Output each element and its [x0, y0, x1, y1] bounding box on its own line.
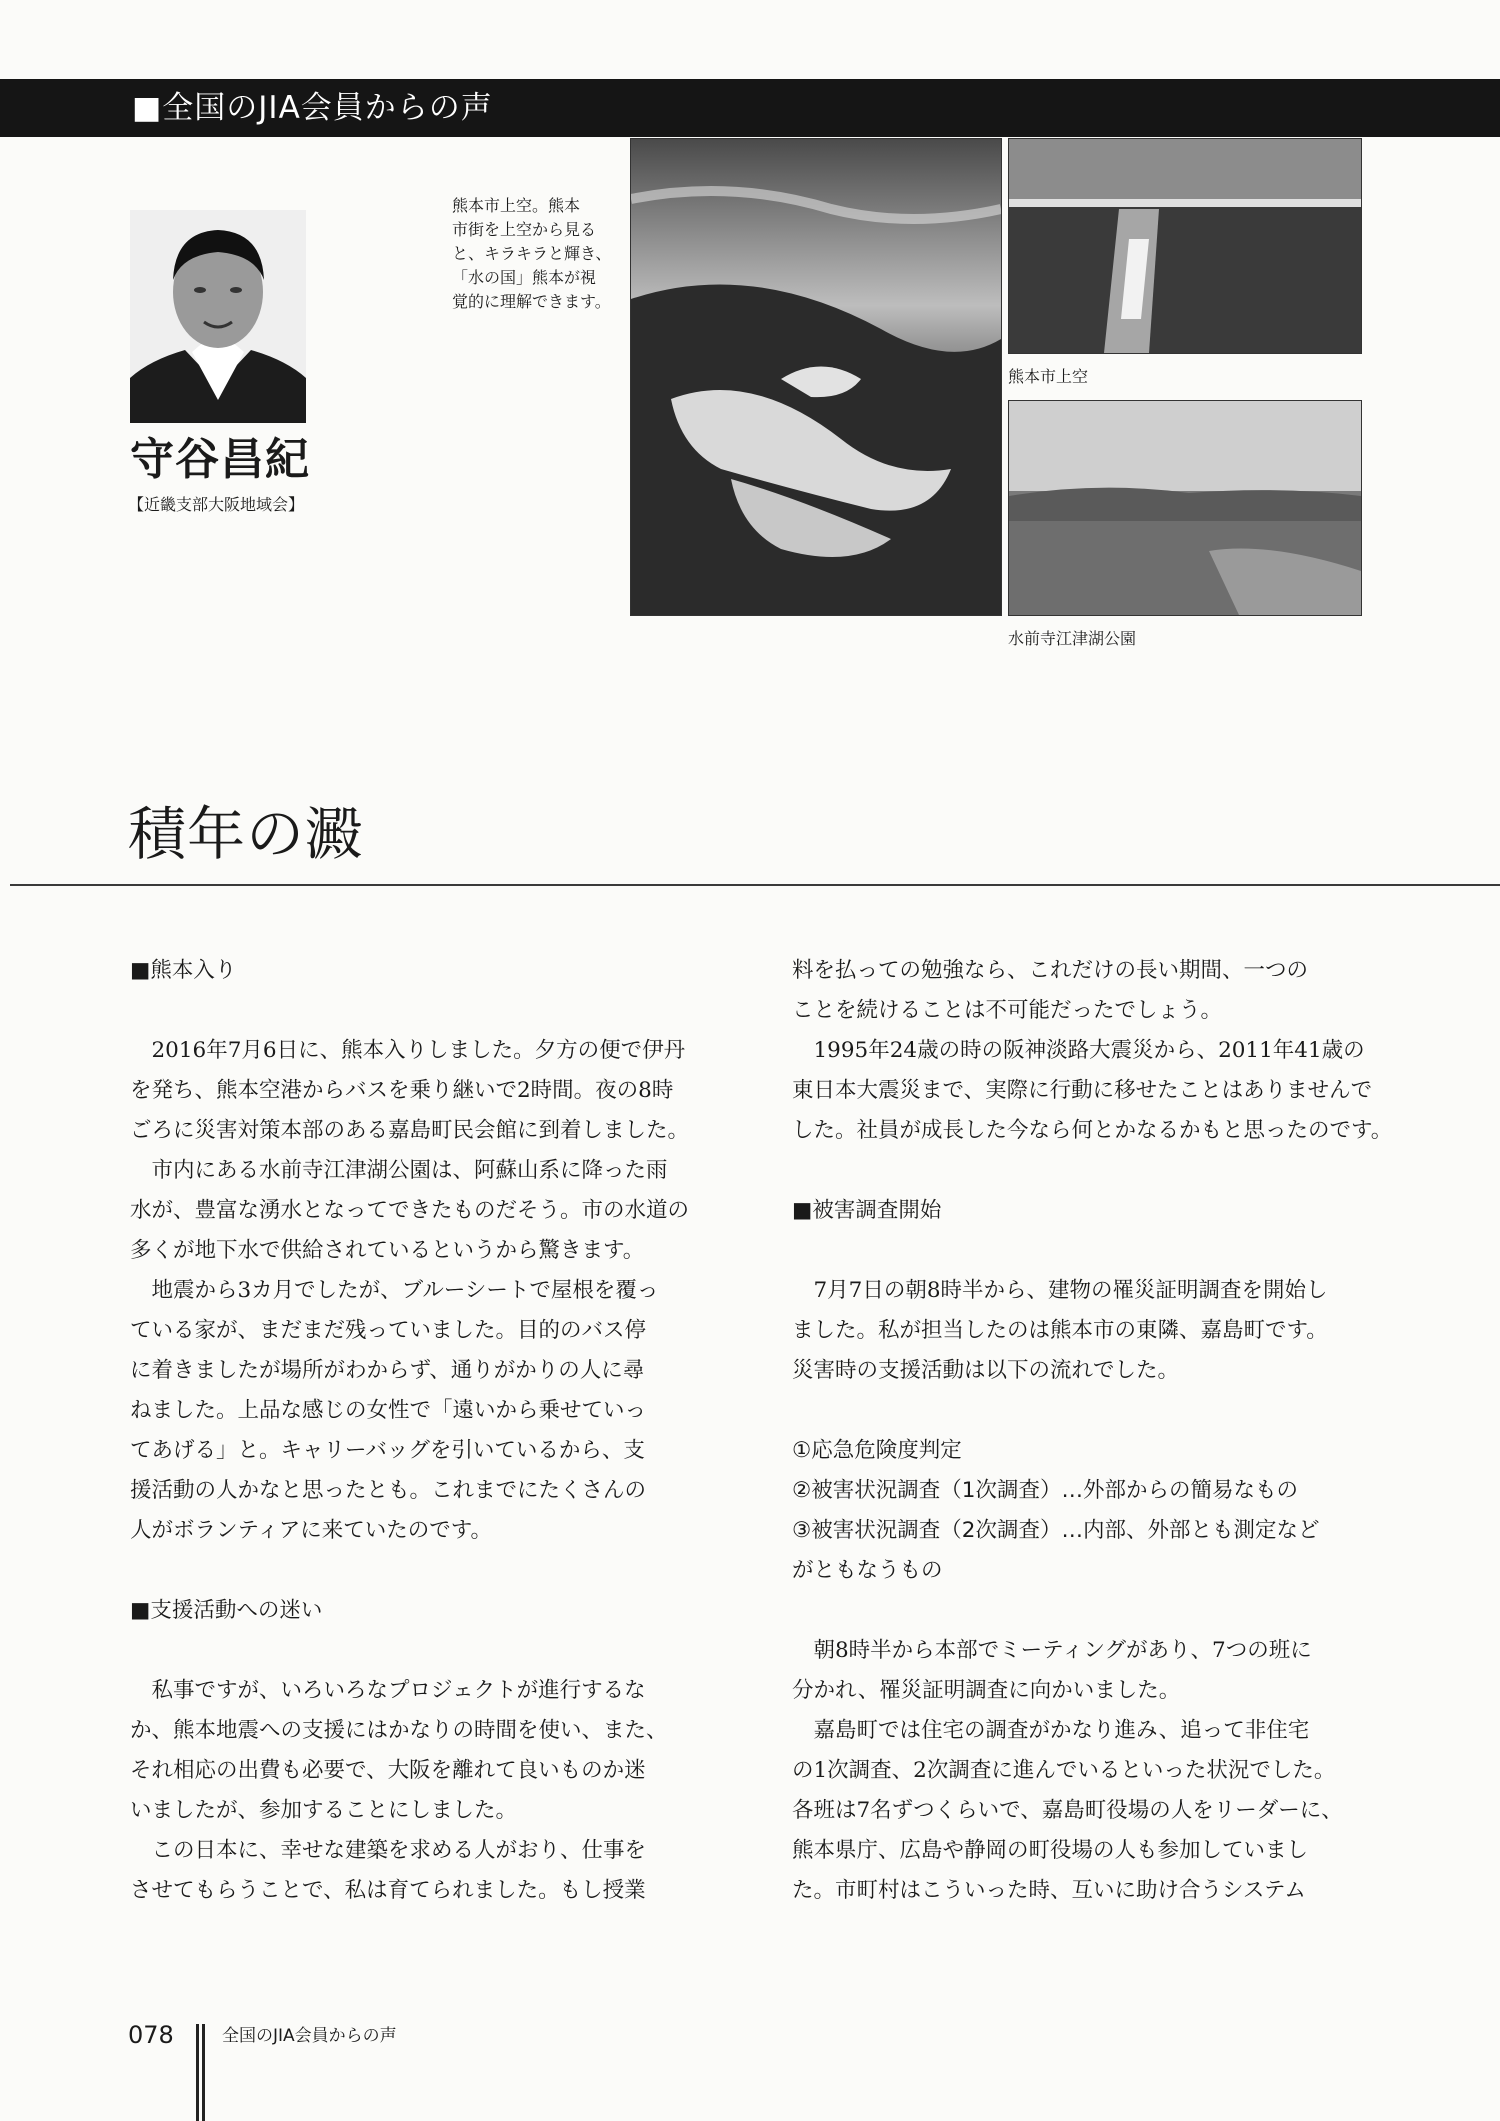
- list-item: がともなうもの: [792, 1558, 943, 1583]
- paragraph-gap: [792, 1151, 1392, 1191]
- paragraph-gap: [130, 991, 720, 1031]
- footer-divider: [196, 2024, 199, 2121]
- aerial-photo-kumamoto: [1008, 138, 1362, 354]
- body-text-line: てあげる」と。キャリーバッグを引いているから、支: [130, 1438, 645, 1463]
- list-item: ②被害状況調査（1次調査）…外部からの簡易なもの: [792, 1478, 1298, 1503]
- paragraph-gap: [792, 1591, 1392, 1631]
- caption-line: 覚的に理解できます。: [452, 292, 611, 311]
- footer-section-title: 全国のJIA会員からの声: [222, 2026, 397, 2046]
- body-text-line: 市内にある水前寺江津湖公園は、阿蘇山系に降った雨: [130, 1158, 668, 1183]
- title-divider: [10, 884, 1500, 886]
- paragraph-gap: [130, 1631, 720, 1671]
- body-text-line: 嘉島町では住宅の調査がかなり進み、追って非住宅: [792, 1718, 1310, 1743]
- body-column-right: [792, 951, 1392, 1911]
- page-number: 078: [128, 2021, 174, 2049]
- paragraph-gap: [130, 1551, 720, 1591]
- body-text-line: ねました。上品な感じの女性で「遠いから乗せていっ: [130, 1398, 647, 1423]
- paragraph-gap: [792, 1391, 1392, 1431]
- body-text-line: 水が、豊富な湧水となってできたものだそう。市の水道の: [130, 1198, 690, 1223]
- photo-label-kumamoto: 熊本市上空: [1008, 367, 1089, 386]
- aerial-photo-park: [1008, 400, 1362, 616]
- section-heading: ■支援活動への迷い: [130, 1598, 323, 1623]
- body-text-line: 朝8時半から本部でミーティングがあり、7つの班に: [792, 1638, 1312, 1663]
- section-header-title: ■全国のJIA会員からの声: [132, 90, 493, 126]
- body-text-line: ました。私が担当したのは熊本市の東隣、嘉島町です。: [792, 1318, 1328, 1343]
- body-text-line: 各班は7名ずつくらいで、嘉島町役場の人をリーダーに、: [792, 1798, 1343, 1823]
- aerial-photo-large: [630, 138, 1002, 616]
- list-item: ①応急危険度判定: [792, 1438, 962, 1463]
- body-text-line: の1次調査、2次調査に進んでいるといった状況でした。: [792, 1758, 1336, 1783]
- body-text-line: 私事ですが、いろいろなプロジェクトが進行するな: [130, 1678, 646, 1703]
- body-text-line: 人がボランティアに来ていたのです。: [130, 1518, 493, 1543]
- author-name: 守谷昌紀: [130, 434, 310, 485]
- caption-line: と、キラキラと輝き、: [452, 244, 612, 263]
- body-text-line: 料を払っての勉強なら、これだけの長い期間、一つの: [792, 958, 1309, 983]
- body-text-line: させてもらうことで、私は育てられました。もし授業: [130, 1878, 646, 1903]
- body-column-left: [130, 951, 720, 1911]
- article-title: 積年の澱: [128, 800, 365, 868]
- photo-caption: [452, 194, 627, 314]
- caption-line: 「水の国」熊本が視: [452, 268, 597, 287]
- section-heading: ■熊本入り: [130, 958, 237, 983]
- portrait-illustration: [130, 210, 306, 423]
- body-text-line: 1995年24歳の時の阪神淡路大震災から、2011年41歳の: [792, 1038, 1365, 1063]
- body-text-line: いましたが、参加することにしました。: [130, 1798, 518, 1823]
- photo-label-park: 水前寺江津湖公園: [1008, 629, 1137, 648]
- body-text-line: ごろに災害対策本部のある嘉島町民会館に到着しました。: [130, 1118, 690, 1143]
- body-text-line: ている家が、まだまだ残っていました。目的のバス停: [130, 1318, 647, 1343]
- body-text-line: 7月7日の朝8時半から、建物の罹災証明調査を開始し: [792, 1278, 1328, 1303]
- body-text-line: それ相応の出費も必要で、大阪を離れて良いものか迷: [130, 1758, 646, 1783]
- body-text-line: 多くが地下水で供給されているというから驚きます。: [130, 1238, 645, 1263]
- body-text-line: 援活動の人かなと思ったとも。これまでにたくさんの: [130, 1478, 647, 1503]
- body-text-line: 2016年7月6日に、熊本入りしました。夕方の便で伊丹: [130, 1038, 686, 1063]
- body-text-line: か、熊本地震への支援にはかなりの時間を使い、また、: [130, 1718, 668, 1743]
- author-affiliation: 【近畿支部大阪地域会】: [128, 495, 305, 514]
- author-portrait: [130, 210, 306, 423]
- caption-line: 市街を上空から見る: [452, 220, 597, 239]
- body-text-line: た。市町村はこういった時、互いに助け合うシステム: [792, 1878, 1306, 1903]
- body-text-line: を発ち、熊本空港からバスを乗り継いで2時間。夜の8時: [130, 1078, 674, 1103]
- list-item: ③被害状況調査（2次調査）…内部、外部とも測定など: [792, 1518, 1320, 1543]
- body-text-line: 災害時の支援活動は以下の流れでした。: [792, 1358, 1180, 1383]
- body-text-line: に着きましたが場所がわからず、通りがかりの人に尋: [130, 1358, 645, 1383]
- body-text-line: ことを続けることは不可能だったでしょう。: [792, 998, 1223, 1023]
- footer-divider: [202, 2024, 205, 2121]
- body-text-line: した。社員が成長した今なら何とかなるかもと思ったのです。: [792, 1118, 1393, 1143]
- body-text-line: 熊本県庁、広島や静岡の町役場の人も参加していまし: [792, 1838, 1309, 1863]
- body-text-line: 地震から3カ月でしたが、ブルーシートで屋根を覆っ: [130, 1278, 659, 1303]
- body-text-line: この日本に、幸せな建築を求める人がおり、仕事を: [130, 1838, 647, 1863]
- caption-line: 熊本市上空。熊本: [452, 196, 581, 215]
- section-heading: ■被害調査開始: [792, 1198, 942, 1223]
- paragraph-gap: [792, 1231, 1392, 1271]
- body-text-line: 分かれ、罹災証明調査に向かいました。: [792, 1678, 1181, 1703]
- body-text-line: 東日本大震災まで、実際に行動に移せたことはありませんで: [792, 1078, 1373, 1103]
